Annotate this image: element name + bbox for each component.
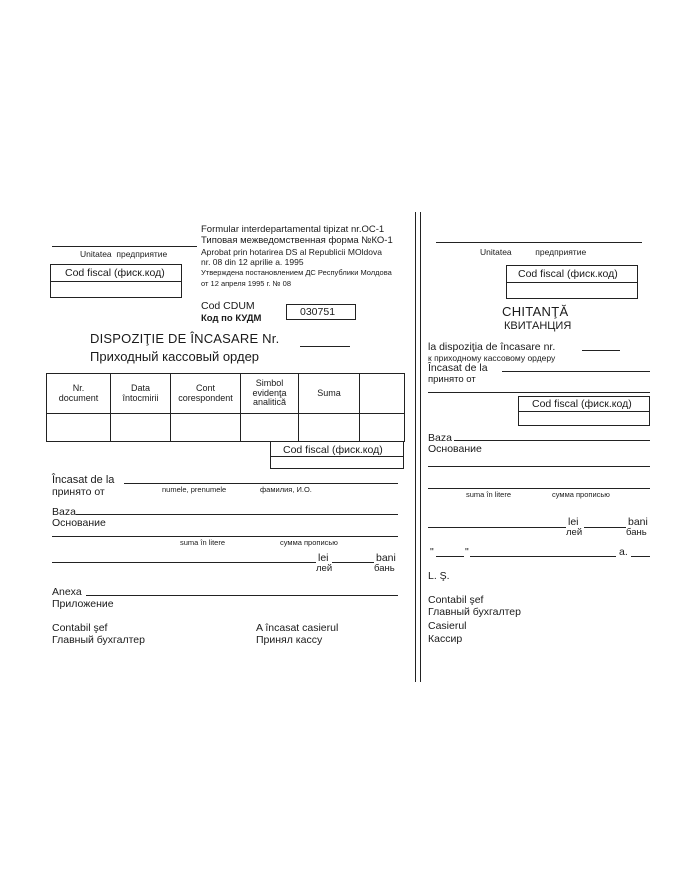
sum-words-hint-ru: сумма прописью: [280, 538, 338, 547]
cod-cdum-label: Cod CDUM: [201, 300, 255, 312]
annex-line[interactable]: [86, 595, 398, 596]
stamp-label: L. Ş.: [428, 570, 450, 582]
fiscal-code-label-ro: Cod fiscal: [518, 268, 565, 280]
form-header-line: Утверждена постановлением ДС Республики Молдова: [201, 268, 392, 278]
receipt-title-ru: КВИТАНЦИЯ: [504, 320, 572, 332]
basis-label-ru: Основание: [52, 517, 106, 529]
unit-label: [480, 247, 586, 257]
form-header-line: Aprobat prin hotarirea DS al Republicii MOldova: [201, 246, 382, 257]
fiscal-code-label: [65, 267, 165, 279]
table-cell[interactable]: [111, 414, 171, 442]
bani-label: bani: [628, 516, 648, 528]
annex-label-ru: Приложение: [52, 598, 114, 610]
fiscal-code-label-ru: (фиск.код): [332, 444, 383, 456]
form-header-line: nr. 08 din 12 aprilie a. 1995: [201, 257, 304, 268]
cashier-label-ru: Принял кассу: [256, 634, 323, 646]
cut-line-right: [420, 212, 421, 682]
fiscal-code-box-2[interactable]: [270, 441, 404, 469]
order-title: DISPOZIŢIE DE ÎNCASARE Nr.: [90, 331, 280, 346]
basis-label: Baza: [52, 506, 76, 518]
order-ref-line[interactable]: [582, 350, 620, 351]
order-number-line[interactable]: [300, 346, 350, 347]
fiscal-code-divider: [271, 456, 403, 457]
chief-accountant-label-ru: Главный бухгалтер: [428, 606, 521, 618]
fiscal-code-divider: [507, 282, 637, 283]
form-header-line: от 12 апреля 1995 г. № 08: [201, 278, 292, 288]
fiscal-code-label-2: [283, 444, 383, 456]
chief-accountant-label: Contabil şef: [52, 622, 108, 634]
unit-line[interactable]: [52, 246, 197, 247]
lei-label-ru: лей: [566, 527, 583, 538]
sum-words-hint: suma în litere: [180, 538, 226, 547]
column-header: Data întocmirii: [111, 374, 171, 414]
fiscal-code-divider: [519, 411, 649, 412]
bani-amount-line[interactable]: [584, 527, 626, 528]
order-title-ru: Приходный кассовый ордер: [90, 349, 260, 364]
fiscal-code-box-2[interactable]: [518, 396, 650, 426]
year-suffix: a.: [619, 546, 628, 558]
fiscal-code-box[interactable]: [506, 265, 638, 299]
receipt-title: CHITANŢĂ: [502, 304, 569, 319]
table-cell[interactable]: [171, 414, 241, 442]
form-header-line: Formular interdepartamental tipizat nr.OC-1: [201, 224, 385, 235]
lei-label: lei: [568, 516, 579, 528]
form-header-line: Типовая межведомственная форма №КО-1: [201, 234, 393, 246]
sum-words-line[interactable]: [428, 488, 650, 489]
lei-label: lei: [318, 552, 329, 564]
sum-words-hint: suma în litere: [466, 490, 512, 499]
lei-label-ru: лей: [316, 563, 333, 574]
name-hint-ru: фамилия, И.О.: [260, 485, 312, 494]
bani-label: bani: [376, 552, 396, 564]
table-cell[interactable]: [299, 414, 360, 442]
column-header: Cont corespondent: [171, 374, 241, 414]
table-cell[interactable]: [241, 414, 299, 442]
order-ref-label-ru: к приходному кассовому ордеру: [428, 353, 556, 363]
amount-line[interactable]: [428, 527, 566, 528]
chief-accountant-label: Contabil şef: [428, 594, 484, 606]
basis-label-ru: Основание: [428, 443, 482, 455]
unit-label-ro: Unitatea: [480, 247, 512, 257]
annex-label: Anexa: [52, 586, 82, 598]
fiscal-code-label-ru: (фиск.код): [114, 267, 165, 279]
cashier-label-ru: Кассир: [428, 633, 463, 645]
basis-line-2[interactable]: [52, 536, 398, 537]
amount-line[interactable]: [52, 562, 316, 563]
fiscal-code-label-ru: (фиск.код): [567, 268, 618, 280]
table-cell[interactable]: [360, 414, 405, 442]
received-from-label: Încasat de la: [52, 474, 115, 486]
fiscal-code-divider: [51, 281, 181, 282]
unit-label: [80, 249, 167, 259]
fiscal-code-label-2: [532, 398, 632, 410]
name-hint: numele, prenumele: [162, 485, 227, 494]
received-from-line[interactable]: [502, 371, 650, 372]
chief-accountant-label-ru: Главный бухгалтер: [52, 634, 145, 646]
basis-line-2[interactable]: [428, 466, 650, 467]
received-from-label: Încasat de la: [428, 362, 488, 374]
order-table: [46, 373, 405, 442]
fiscal-code-label-ro: Cod fiscal: [532, 398, 579, 410]
received-from-line[interactable]: [124, 483, 398, 484]
date-year-line[interactable]: [631, 556, 650, 557]
basis-line[interactable]: [76, 514, 398, 515]
date-day-line[interactable]: [436, 556, 464, 557]
cut-line-left: [415, 212, 416, 682]
form-header: [201, 225, 393, 290]
fiscal-code-label: [518, 268, 618, 280]
table-header-row: [47, 374, 405, 414]
date-month-line[interactable]: [470, 556, 616, 557]
bani-label-ru: бань: [374, 563, 395, 574]
basis-label: Baza: [428, 432, 452, 444]
cashier-label: Casierul: [428, 620, 467, 632]
unit-line[interactable]: [436, 242, 642, 243]
column-header: Nr. document: [47, 374, 111, 414]
cashier-label: A încasat casierul: [256, 622, 339, 634]
bani-amount-line[interactable]: [332, 562, 374, 563]
bani-label-ru: бань: [626, 527, 647, 538]
cod-cdum-field[interactable]: 030751: [286, 304, 356, 320]
date-open-quote: ": [430, 546, 434, 558]
received-from-label-ru: принято от: [428, 374, 476, 385]
date-close-quote: ": [465, 546, 469, 558]
unit-label-ru: предприятие: [116, 249, 168, 259]
unit-label-ro: Unitatea: [80, 249, 112, 259]
sum-words-hint-ru: сумма прописью: [552, 490, 610, 499]
order-ref-label: la dispoziţia de încasare nr.: [428, 341, 556, 353]
column-header: [360, 374, 405, 414]
table-row: [47, 414, 405, 442]
received-from-line-2[interactable]: [428, 392, 650, 393]
column-header: Suma: [299, 374, 360, 414]
basis-line[interactable]: [454, 440, 650, 441]
cod-cdum-label-ru: Код по КУДМ: [201, 313, 262, 324]
unit-label-ru: предприятие: [535, 247, 587, 257]
fiscal-code-box[interactable]: [50, 264, 182, 298]
received-from-label-ru: принято от: [52, 486, 105, 498]
column-header: Simbol evidenţa analitică: [241, 374, 299, 414]
table-cell[interactable]: [47, 414, 111, 442]
fiscal-code-label-ro: Cod fiscal: [283, 444, 330, 456]
fiscal-code-label-ru: (фиск.код): [581, 398, 632, 410]
fiscal-code-label-ro: Cod fiscal: [65, 267, 112, 279]
